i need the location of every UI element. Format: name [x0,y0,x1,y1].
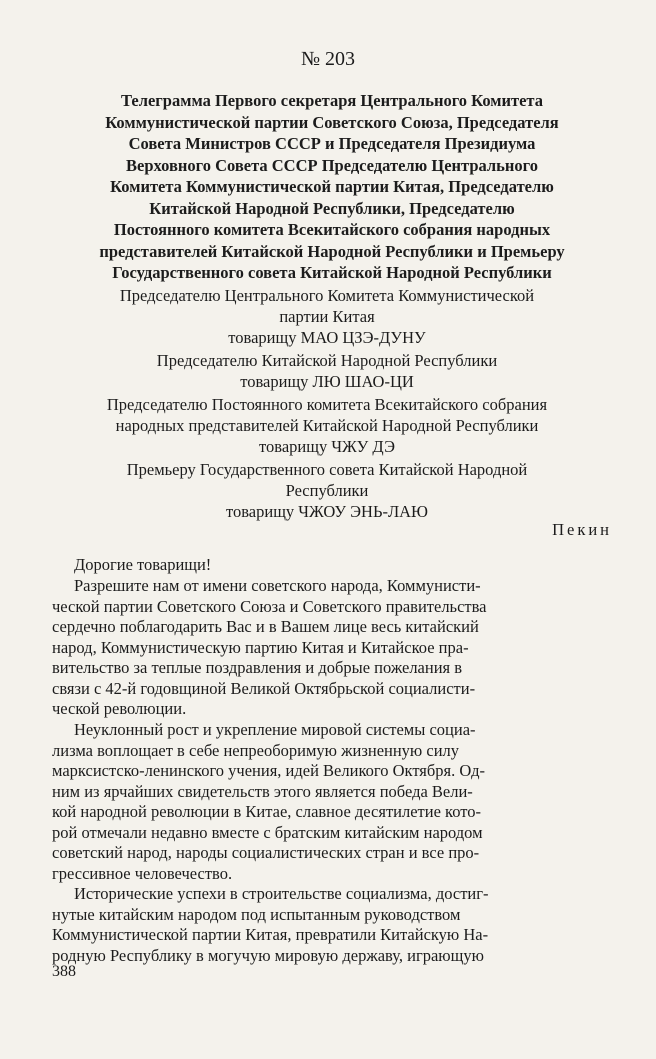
addressee-block [42,394,612,457]
addressee-line: Председателю Центрального Комитета Коммунистической [119,286,535,305]
salutation [52,555,602,576]
body-line: лизма воплощает в себе непреоборимую жизненную силу [52,740,460,760]
addressee-line: Премьеру Государственного совета Китайской Народной [126,460,528,479]
body-line: грессивное человечество. [52,863,233,883]
body-line: нутые китайским народом под испытанным руководством [52,904,461,924]
body-line: родную Республику в могучую мировую державу, играющую [52,945,484,965]
body-line: Исторические успехи в строительстве социализма, достиг- [74,884,489,903]
body-line: ческой партии Советского Союза и Советского правительства [52,596,487,616]
addressee-block [42,285,612,348]
body-line: марксистско-ленинского учения, идей Великого Октября. Од- [52,761,485,780]
paragraph [52,884,602,966]
title-line: Верховного Совета СССР Председателю Центрального [125,155,538,175]
addressee-line: товарищу ЛЮ ШАО-ЦИ [240,372,414,391]
paragraph [52,576,602,720]
body-line: кой народной революции в Китае, славное десятилетие кото- [52,802,481,821]
addressee-line: товарищу МАО ЦЗЭ-ДУНУ [228,328,426,347]
body-line: народ, Коммунистическую партию Китая и Китайское пра- [52,637,469,657]
body-line: вительство за теплые поздравления и добрые пожелания в [52,658,463,677]
document-title [62,90,602,284]
addressee-block [42,350,612,392]
title-line: представителей Китайской Народной Республики и Премьеру [99,241,565,261]
body-line: рой отмечали недавно вместе с братским китайским народом [52,822,483,842]
title-line: Постоянного комитета Всекитайского собрания народных [113,220,551,239]
addressee-line: Председателю Китайской Народной Республики [156,351,498,370]
body-line: Коммунистической партии Китая, превратили Китайскую На- [52,925,489,944]
body-line: ческой революции. [52,699,187,718]
title-line: Коммунистической партии Советского Союза, Председателя [105,112,559,132]
document-number: № 203 [300,48,356,70]
salutation-text: Дорогие товарищи! [74,555,212,574]
body-line: Разрешите нам от имени советского народа, Коммунисти- [74,576,481,595]
addressee-line: партии Китая [279,307,375,326]
addressee-line: товарищу ЧЖОУ ЭНЬ-ЛАЮ [225,502,429,521]
addressee-line: народных представителей Китайской Народной Республики [115,416,539,435]
title-line: Государственного совета Китайской Народной Республики [112,263,552,282]
title-line: Телеграмма Первого секретаря Центрального Комитета [121,91,543,110]
title-line: Совета Министров СССР и Председателя Президиума [128,134,536,153]
addressee-block [42,459,612,522]
city: Пекин [552,520,612,539]
title-line: Китайской Народной Республики, Председателю [149,198,515,218]
body-line: ним из ярчайших свидетельств этого является победа Вели- [52,781,473,801]
addressee-line: Председателю Постоянного комитета Всекитайского собрания [106,395,548,414]
body-line: советский народ, народы социалистических стран и все про- [52,843,480,862]
body-line: сердечно поблагодарить Вас и в Вашем лице весь китайский [52,617,479,636]
addressee-line: Республики [285,481,369,500]
body-line: связи с 42-й годовщиной Великой Октябрьской социалисти- [52,678,476,698]
paragraph [52,720,602,884]
page-number: 388 [52,963,76,980]
title-line: Комитета Коммунистической партии Китая, Председателю [110,177,554,196]
addressee-line: товарищу ЧЖУ ДЭ [259,437,395,456]
body-line: Неуклонный рост и укрепление мировой системы социа- [74,720,476,739]
